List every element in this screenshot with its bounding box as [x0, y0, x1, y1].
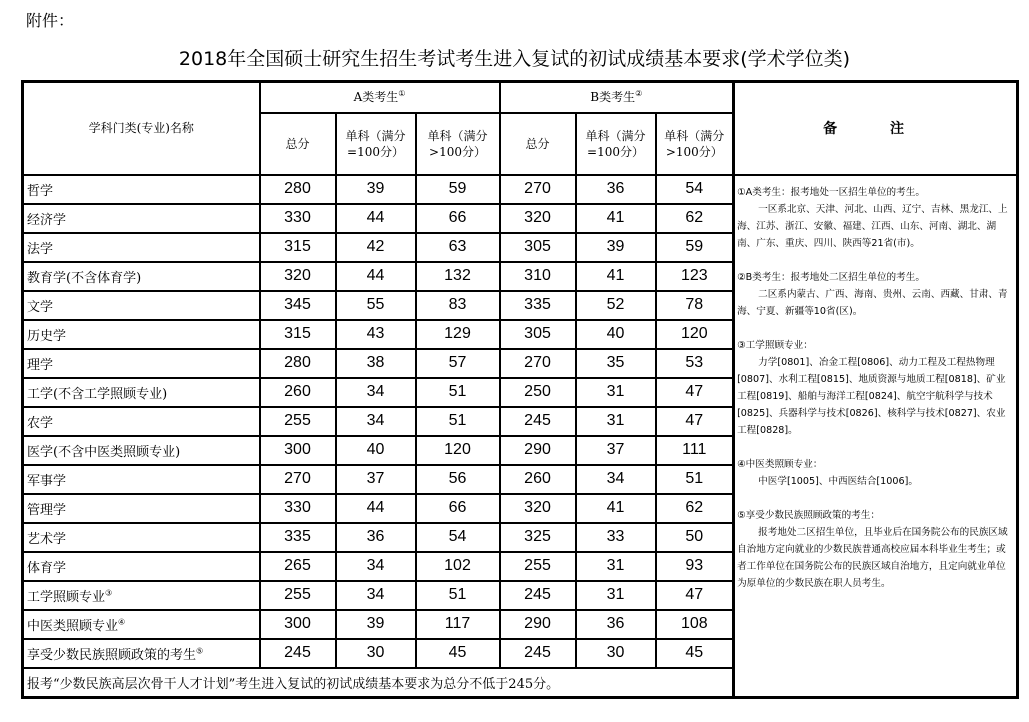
- b-single-100-cell: 52: [576, 291, 656, 320]
- a-single-gt100-header: [416, 113, 500, 175]
- remark-title: ①A类考生：报考地处一区招生单位的考生。: [737, 186, 925, 198]
- remark-title: ②B类考生：报考地处二区招生单位的考生。: [737, 271, 925, 283]
- subject-note-marker: ④: [118, 617, 126, 627]
- subject-cell: [23, 175, 260, 204]
- subject-cell: [23, 639, 260, 668]
- a-single-gt100-cell: 56: [416, 465, 500, 494]
- remark-item: [737, 507, 1012, 592]
- group-b-note-marker: ②: [635, 89, 643, 99]
- a-total-cell: 315: [260, 320, 336, 349]
- b-single-gt100-cell: 78: [656, 291, 734, 320]
- a-single-100-cell: 36: [336, 523, 416, 552]
- a-total-cell: 330: [260, 494, 336, 523]
- subject-name: 哲学: [27, 183, 54, 199]
- subject-name: 法学: [27, 241, 54, 257]
- a-single-100-cell: 34: [336, 378, 416, 407]
- a-total-cell: 270: [260, 465, 336, 494]
- subject-name: 教育学(不含体育学): [27, 270, 142, 286]
- a-single-gt100-cell: 63: [416, 233, 500, 262]
- b-single-gt100-cell: 62: [656, 494, 734, 523]
- subject-name: 工学(不含工学照顾专业): [27, 386, 168, 402]
- subject-note-marker: ③: [105, 588, 113, 598]
- remark-title: ③工学照顾专业：: [737, 339, 813, 351]
- a-total-cell: 315: [260, 233, 336, 262]
- b-total-cell: 290: [500, 436, 576, 465]
- b-single-100-cell: 31: [576, 581, 656, 610]
- a-total-cell: 345: [260, 291, 336, 320]
- a-total-cell: 265: [260, 552, 336, 581]
- a-single-gt100-cell: 132: [416, 262, 500, 291]
- a-single-100-cell: 38: [336, 349, 416, 378]
- group-a-header: [260, 82, 500, 113]
- a-single-gt100-cell: 117: [416, 610, 500, 639]
- a-single-gt100-cell: 57: [416, 349, 500, 378]
- b-single-100-cell: 30: [576, 639, 656, 668]
- b-single-100-cell: 41: [576, 262, 656, 291]
- a-single-100-cell: 34: [336, 552, 416, 581]
- remarks-column-header: [734, 82, 1018, 175]
- b-total-cell: 270: [500, 175, 576, 204]
- subject-cell: [23, 349, 260, 378]
- group-a-note-marker: ①: [398, 89, 406, 99]
- b-single-100-header: [576, 113, 656, 175]
- remark-item: [737, 337, 1012, 439]
- remark-title: ④中医类照顾专业：: [737, 458, 823, 470]
- remark-item: [737, 184, 1012, 252]
- b-single-gt100-cell: 123: [656, 262, 734, 291]
- a-single-gt100-cell: 45: [416, 639, 500, 668]
- b-total-cell: 270: [500, 349, 576, 378]
- b-single-gt100-cell: 53: [656, 349, 734, 378]
- b-total-cell: 320: [500, 494, 576, 523]
- a-single-100-cell: 34: [336, 407, 416, 436]
- a-single-100-cell: 40: [336, 436, 416, 465]
- remarks-cell: [734, 175, 1018, 698]
- subject-cell: [23, 552, 260, 581]
- a-single-gt100-cell: 51: [416, 581, 500, 610]
- b-single-100-cell: 31: [576, 552, 656, 581]
- subject-cell: [23, 494, 260, 523]
- subject-cell: [23, 465, 260, 494]
- a-single-100-cell: 44: [336, 262, 416, 291]
- group-a-label: A类考生: [353, 90, 399, 105]
- a-total-cell: 245: [260, 639, 336, 668]
- b-single-gt100-cell: 59: [656, 233, 734, 262]
- a-single-gt100-cell: 51: [416, 378, 500, 407]
- subject-cell: [23, 610, 260, 639]
- a-single-gt100-cell: 66: [416, 494, 500, 523]
- subject-name: 艺术学: [27, 531, 67, 547]
- a-total-cell: 280: [260, 349, 336, 378]
- group-b-label: B类考生: [590, 90, 636, 105]
- a-single-100-line1: 单科（满分: [345, 128, 406, 143]
- a-single-100-cell: 42: [336, 233, 416, 262]
- b-total-cell: 310: [500, 262, 576, 291]
- a-single-gt100-cell: 51: [416, 407, 500, 436]
- b-single-gt100-cell: 54: [656, 175, 734, 204]
- subject-cell: [23, 262, 260, 291]
- subject-cell: [23, 523, 260, 552]
- a-single-100-header: [336, 113, 416, 175]
- a-single-gt100-cell: 66: [416, 204, 500, 233]
- subject-cell: [23, 204, 260, 233]
- b-single-gt100-cell: 62: [656, 204, 734, 233]
- b-single-gt100-header: [656, 113, 734, 175]
- b-single-100-cell: 37: [576, 436, 656, 465]
- subject-cell: [23, 436, 260, 465]
- a-total-cell: 255: [260, 581, 336, 610]
- score-requirements-table: [21, 80, 1019, 699]
- remark-body: 一区系北京、天津、河北、山西、辽宁、吉林、黑龙江、上海、江苏、浙江、安徽、福建、江西、山东、河南、湖北、湖南、广东、重庆、四川、陕西等21省(市)。: [737, 203, 1008, 249]
- a-total-header: [260, 113, 336, 175]
- remark-body: 二区系内蒙古、广西、海南、贵州、云南、西藏、甘肃、青海、宁夏、新疆等10省(区)。: [737, 288, 1008, 317]
- subject-cell: [23, 320, 260, 349]
- b-total-label: 总分: [525, 136, 550, 151]
- subject-name: 管理学: [27, 502, 67, 518]
- b-single-100-line1: 单科（满分: [585, 128, 646, 143]
- subject-name: 医学(不含中医类照顾专业): [27, 444, 181, 460]
- b-single-100-cell: 41: [576, 204, 656, 233]
- a-total-label: 总分: [285, 136, 310, 151]
- b-single-100-cell: 31: [576, 407, 656, 436]
- a-total-cell: 280: [260, 175, 336, 204]
- a-total-cell: 255: [260, 407, 336, 436]
- subject-note-marker: ⑤: [196, 646, 204, 656]
- a-single-100-cell: 43: [336, 320, 416, 349]
- a-single-gt100-cell: 54: [416, 523, 500, 552]
- subject-column-label: 学科门类(专业)名称: [88, 121, 194, 136]
- subject-name: 农学: [27, 415, 54, 431]
- a-single-100-cell: 55: [336, 291, 416, 320]
- b-single-gt100-line2: >100分）: [665, 144, 723, 159]
- b-total-cell: 255: [500, 552, 576, 581]
- subject-cell: [23, 581, 260, 610]
- b-total-header: [500, 113, 576, 175]
- b-single-gt100-cell: 45: [656, 639, 734, 668]
- subject-cell: [23, 233, 260, 262]
- a-single-100-cell: 44: [336, 204, 416, 233]
- subject-cell: [23, 378, 260, 407]
- a-single-100-cell: 39: [336, 175, 416, 204]
- remark-body: 中医学[1005]、中西医结合[1006]。: [758, 475, 918, 487]
- remarks-header-label: 备 注: [823, 121, 928, 138]
- a-single-100-cell: 34: [336, 581, 416, 610]
- subject-name: 体育学: [27, 560, 67, 576]
- remark-body: 报考地处二区招生单位，且毕业后在国务院公布的民族区域自治地方定向就业的少数民族普通高校应届本科毕业生考生；或者工作单位在国务院公布的民族区域自治地方，且定向就业单位为原单位的少数民族在职人员考生。: [737, 526, 1008, 589]
- b-single-100-cell: 31: [576, 378, 656, 407]
- b-single-gt100-cell: 47: [656, 378, 734, 407]
- subject-name: 理学: [27, 357, 54, 373]
- remark-body: 力学[0801]、冶金工程[0806]、动力工程及工程热物理[0807]、水利工程[0815]、地质资源与地质工程[0818]、矿业工程[0819]、船舶与海洋工程[0824]、航空宇航科学与技术[0825]、兵器科学与技术[0826]、核科学与技术[0827]、农业工程[0828]。: [737, 356, 1006, 436]
- table-row: [23, 175, 1018, 204]
- b-total-cell: 290: [500, 610, 576, 639]
- b-single-100-cell: 41: [576, 494, 656, 523]
- b-total-cell: 250: [500, 378, 576, 407]
- a-single-gt100-line2: >100分）: [429, 144, 486, 159]
- subject-cell: [23, 407, 260, 436]
- subject-cell: [23, 291, 260, 320]
- a-single-gt100-cell: 102: [416, 552, 500, 581]
- a-total-cell: 260: [260, 378, 336, 407]
- footnote-text: 报考“少数民族高层次骨干人才计划”考生进入复试的初试成绩基本要求为总分不低于245分。: [23, 668, 734, 698]
- remark-item: [737, 456, 1012, 490]
- b-single-100-cell: 34: [576, 465, 656, 494]
- b-single-gt100-cell: 50: [656, 523, 734, 552]
- a-single-gt100-line1: 单科（满分: [427, 128, 488, 143]
- b-total-cell: 245: [500, 581, 576, 610]
- b-total-cell: 320: [500, 204, 576, 233]
- a-single-gt100-cell: 129: [416, 320, 500, 349]
- b-single-100-cell: 40: [576, 320, 656, 349]
- a-total-cell: 300: [260, 436, 336, 465]
- a-total-cell: 320: [260, 262, 336, 291]
- b-total-cell: 335: [500, 291, 576, 320]
- b-single-gt100-cell: 93: [656, 552, 734, 581]
- a-single-100-cell: 37: [336, 465, 416, 494]
- a-single-100-cell: 39: [336, 610, 416, 639]
- b-total-cell: 305: [500, 320, 576, 349]
- subject-column-header: [23, 82, 260, 175]
- a-single-gt100-cell: 83: [416, 291, 500, 320]
- b-single-100-cell: 36: [576, 610, 656, 639]
- b-single-gt100-line1: 单科（满分: [664, 128, 725, 143]
- a-total-cell: 330: [260, 204, 336, 233]
- b-total-cell: 245: [500, 407, 576, 436]
- subject-name: 中医类照顾专业: [27, 618, 119, 634]
- remark-title: ⑤享受少数民族照顾政策的考生：: [737, 509, 880, 521]
- subject-name: 工学照顾专业: [27, 589, 106, 605]
- b-single-100-cell: 33: [576, 523, 656, 552]
- b-single-gt100-cell: 47: [656, 581, 734, 610]
- group-b-header: [500, 82, 734, 113]
- b-single-100-cell: 35: [576, 349, 656, 378]
- a-total-cell: 335: [260, 523, 336, 552]
- remark-item: [737, 269, 1012, 320]
- a-total-cell: 300: [260, 610, 336, 639]
- page-title: 2018年全国硕士研究生招生考试考生进入复试的初试成绩基本要求(学术学位类): [178, 48, 851, 70]
- b-total-cell: 245: [500, 639, 576, 668]
- subject-name: 历史学: [27, 328, 67, 344]
- b-single-gt100-cell: 108: [656, 610, 734, 639]
- b-single-100-line2: =100分）: [587, 144, 645, 159]
- a-single-gt100-cell: 59: [416, 175, 500, 204]
- b-single-gt100-cell: 47: [656, 407, 734, 436]
- b-total-cell: 260: [500, 465, 576, 494]
- a-single-100-line2: =100分）: [347, 144, 404, 159]
- a-single-100-cell: 44: [336, 494, 416, 523]
- subject-name: 文学: [27, 299, 54, 315]
- b-single-gt100-cell: 111: [656, 436, 734, 465]
- b-total-cell: 325: [500, 523, 576, 552]
- b-single-gt100-cell: 51: [656, 465, 734, 494]
- b-single-100-cell: 39: [576, 233, 656, 262]
- b-total-cell: 305: [500, 233, 576, 262]
- subject-name: 军事学: [27, 473, 67, 489]
- b-single-100-cell: 36: [576, 175, 656, 204]
- a-single-100-cell: 30: [336, 639, 416, 668]
- attachment-label: 附件：: [26, 11, 75, 30]
- subject-name: 经济学: [27, 212, 67, 228]
- a-single-gt100-cell: 120: [416, 436, 500, 465]
- subject-name: 享受少数民族照顾政策的考生: [27, 647, 197, 663]
- b-single-gt100-cell: 120: [656, 320, 734, 349]
